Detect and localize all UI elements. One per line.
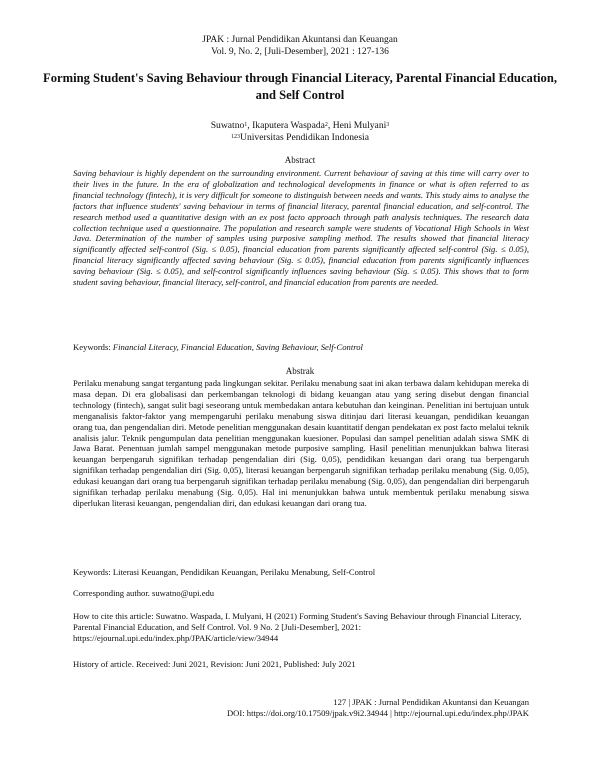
page-footer (73, 697, 529, 719)
keywords-indonesian: Keywords: Literasi Keuangan, Pendidikan Keuangan, Perilaku Menabung, Self-Control (73, 567, 376, 577)
footer-doi-line: DOI: https://doi.org/10.17509/jpak.v9i2.34944 | http://ejournal.upi.edu/index.php/JPAK (226, 708, 529, 718)
author-separator: , (327, 120, 333, 131)
affiliation-mark: 123 (231, 134, 241, 140)
author-block (0, 120, 600, 144)
abstract-english: Saving behaviour is highly dependent on the surrounding environment. Current behaviour of saving at this time will carry over to their lives in the future. In the era of globalization and technological developments in finance or what is often referred to as financial technology (fintech), it is very difficult for someone to distinguish between needs and wants. This study aims to analyse the factors that influence students' saving behaviour in terms of financial literacy, parental financial education, and self-control. The research method used a quantitative design with an ex post facto approach through path analysis techniques. The research data collection technique used a questionnaire. The population and research sample were students of Vocational High Schools in West Java. Determination of the number of samples using purposive sampling method. The results showed that financial literacy significantly affected self-control (Sig. ≤ 0.05), financial education from parents significantly affected self-control (Sig. ≤ 0.05), financial literacy significantly affected saving behaviour (Sig. ≤ 0.05), financial education from parents significantly influences saving behaviour (Sig. ≤ 0.05), and self-control significantly influences saving behaviour (Sig. ≤ 0.05). This shows that to form student saving behaviour, financial literacy, self-control, and financial education from parents are needed. (73, 168, 529, 288)
author-affiliation-mark: 1 (244, 122, 248, 128)
keywords-english (73, 342, 529, 353)
abstract-heading: Abstract (284, 155, 316, 165)
journal-header (0, 34, 600, 58)
author-list (0, 120, 600, 132)
author-name: Ikaputera Waspada (252, 120, 325, 131)
abstrak-heading: Abstrak (285, 366, 315, 376)
keywords-list: Financial Literacy, Financial Education, Saving Behaviour, Self-Control (112, 342, 363, 352)
author-name: Suwatno (210, 120, 245, 131)
corresponding-author: Corresponding author. suwatno@upi.edu (73, 588, 215, 598)
abstract-indonesian: Perilaku menabung sangat tergantung pada lingkungan sekitar. Perilaku menabung saat ini akan terbawa dalam kehidupan mereka di masa depan. Di era globalisasi dan perkembangan teknologi di bidang keuangan atau yang sering disebut dengan financial technology (fintech), sangat sulit bagi seseorang untuk membedakan antara kebutuhan dan keinginan. Penelitian ini bertujuan untuk menganalisis faktor-faktor yang mempengaruhi perilaku menabung siswa ditinjau dari literasi keuangan, pendidikan keuangan orang tua, dan pengendalian diri. Metode penelitian menggunakan desain kuantitatif dengan pendekatan ex post facto melalui teknik analisis jalur. Teknik pengumpulan data penelitian menggunakan kuesioner. Populasi dan sampel penelitian adalah siswa SMK di Jawa Barat. Penentuan jumlah sampel menggunakan metode purposive sampling. Hasil penelitian menunjukkan bahwa literasi keuangan berpengaruh signifikan terhadap pengendalian diri (Sig. 0,05), pendidikan keuangan dari orang tua berpengaruh signifikan terhadap pengendalian diri (Sig. 0,05), literasi keuangan berpengaruh signifikan terhadap perilaku menabung (Sig. 0,05), edukasi keuangan dari orang tua berpengaruh signifikan terhadap perilaku menabung (Sig. 0,05), dan pengendalian diri berpengaruh signifikan terhadap perilaku menabung (Sig. 0,05). Hal ini menunjukkan bahwa untuk membentuk perilaku menabung siswa diperlukan literasi keuangan, pengendalian diri, dan edukasi keuangan dari orang tua. (73, 378, 529, 508)
author-affiliation-mark: 3 (386, 122, 390, 128)
citation-info: How to cite this article: Suwatno. Waspada, I. Mulyani, H (2021) Forming Student's Saving Behaviour through Financial Literacy, Parental Financial Education, and Self Control. Vol. 9 No. 2 [Juli-Desember], 2021: https://ejournal.upi.edu/index.php/JPAK/article/view/34944 (73, 611, 522, 643)
article-title: Forming Student's Saving Behaviour through Financial Literacy, Parental Financial Education, and Self Control (43, 71, 557, 102)
footer-page-line: 127 | JPAK : Jurnal Pendidikan Akuntansi dan Keuangan (333, 697, 529, 707)
journal-name: JPAK : Jurnal Pendidikan Akuntansi dan Keuangan (202, 35, 398, 45)
affiliation-name: Universitas Pendidikan Indonesia (240, 132, 369, 143)
author-affiliation-mark: 2 (324, 122, 328, 128)
article-history: History of article. Received: Juni 2021, Revision: Juni 2021, Published: July 2021 (73, 659, 356, 669)
author-name: Heni Mulyani (332, 120, 387, 131)
author-separator: , (247, 120, 253, 131)
affiliation (0, 132, 600, 144)
keywords-label: Keywords: (73, 342, 111, 352)
volume-info: Vol. 9, No. 2, [Juli-Desember], 2021 : 127-136 (211, 47, 389, 57)
